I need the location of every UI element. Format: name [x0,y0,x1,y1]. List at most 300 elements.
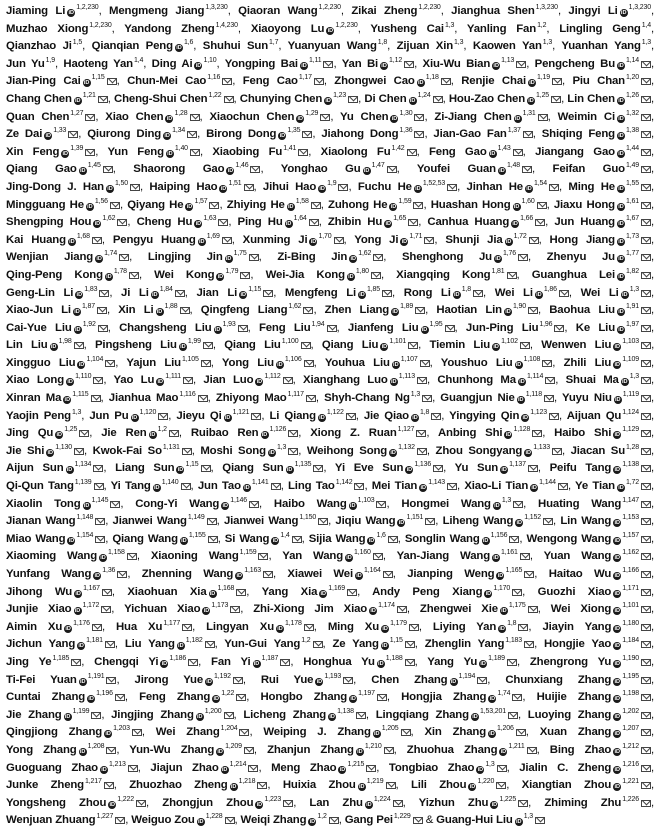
email-icon[interactable] [224,96,234,103]
author-name[interactable]: Jun Tao [197,480,241,493]
email-icon[interactable] [218,219,228,226]
orcid-icon[interactable]: iD [301,62,307,69]
orcid-icon[interactable]: iD [614,590,620,597]
orcid-icon[interactable]: iD [381,62,387,69]
email-icon[interactable] [393,800,403,807]
orcid-icon[interactable]: iD [622,379,628,386]
author-name[interactable]: Qi-Qun Tang [6,480,74,493]
author-name[interactable]: Qiang Wang [112,532,178,545]
email-icon[interactable] [329,817,339,824]
email-icon[interactable] [187,131,197,138]
email-icon[interactable] [238,325,248,332]
author-name[interactable]: Songlin Wang [404,532,480,545]
author-name[interactable]: Zhenglin Yang [424,638,505,651]
orcid-icon[interactable]: iD [74,326,81,333]
email-icon[interactable] [512,589,522,596]
orcid-icon[interactable]: iD [516,520,522,527]
orcid-icon[interactable]: iD [166,115,173,122]
email-icon[interactable] [183,377,193,384]
orcid-icon[interactable]: iD [67,379,73,386]
orcid-icon[interactable]: iD [409,97,416,104]
email-icon[interactable] [240,272,250,279]
email-icon[interactable] [405,659,415,666]
email-icon[interactable] [641,96,651,103]
orcid-icon[interactable]: iD [421,326,428,333]
email-icon[interactable] [507,659,517,666]
orcid-icon[interactable]: iD [227,168,234,175]
orcid-icon[interactable]: iD [381,344,388,351]
email-icon[interactable] [641,61,651,68]
author-name[interactable]: Feifan Guo [552,163,625,176]
email-icon[interactable] [132,729,142,736]
orcid-icon[interactable]: iD [382,643,388,650]
orcid-icon[interactable]: iD [178,643,184,650]
author-name[interactable]: Yong Liu [221,356,274,369]
email-icon[interactable] [119,254,129,261]
orcid-icon[interactable]: iD [358,784,365,791]
orcid-icon[interactable]: iD [499,625,505,632]
orcid-icon[interactable]: iD [83,502,90,509]
email-icon[interactable] [280,659,290,666]
author-name[interactable]: Zi-Bing Jin [277,251,348,264]
author-name[interactable]: Zhongwei Cao [334,75,415,88]
author-name[interactable]: Xiaohuan Xia [127,585,207,598]
author-name[interactable]: Xiaobing Fu [212,145,283,158]
email-icon[interactable] [441,78,451,85]
email-icon[interactable] [477,677,487,684]
author-name[interactable]: Liheng Wang [442,515,514,528]
author-name[interactable]: Jie Shi [6,444,45,457]
orcid-icon[interactable]: iD [319,414,325,421]
author-name[interactable]: Bing Zhao [549,743,612,756]
author-name[interactable]: Jie Ren [101,427,147,440]
email-icon[interactable] [641,254,651,261]
author-name[interactable]: Aimin Xu [6,620,63,633]
author-name[interactable]: Haiping Hao [149,180,218,193]
email-icon[interactable] [543,518,553,525]
author-name[interactable]: Ling Tao [288,480,335,493]
email-icon[interactable] [190,114,200,121]
orcid-icon[interactable]: iD [491,801,498,808]
orcid-icon[interactable]: iD [525,449,531,456]
email-icon[interactable] [239,729,249,736]
author-name[interactable]: Renjie Chai [461,75,526,88]
orcid-icon[interactable]: iD [614,748,620,755]
author-name[interactable]: Mengfeng Li [284,286,357,299]
author-name[interactable]: Qianqian Peng [91,40,173,53]
author-name[interactable]: Chen Zhang [371,673,448,686]
author-name[interactable]: Yu Sun [454,462,499,475]
email-icon[interactable] [641,694,651,701]
email-icon[interactable] [306,395,316,402]
email-icon[interactable] [98,96,108,103]
email-icon[interactable] [115,694,125,701]
email-icon[interactable] [641,114,651,121]
author-name[interactable]: Wei Xiong [550,603,612,616]
author-name[interactable]: Feng Liu [258,321,311,334]
author-name[interactable]: Pengyu Huang [112,233,196,246]
orcid-icon[interactable]: iD [203,608,210,615]
author-name[interactable]: Moshi Song [200,444,266,457]
author-name[interactable]: Huijie Zhang [536,691,612,704]
email-icon[interactable] [407,149,417,156]
author-name[interactable]: Hong Jiang [549,233,615,246]
email-icon[interactable] [377,694,387,701]
orcid-icon[interactable]: iD [495,256,501,263]
email-icon[interactable] [382,290,392,297]
email-icon[interactable] [107,78,117,85]
email-icon[interactable] [409,624,419,631]
email-icon[interactable] [302,131,312,138]
author-name[interactable]: Honghua Yu [303,655,375,668]
author-name[interactable]: Pingsheng Liu [94,339,177,352]
email-icon[interactable] [127,553,137,560]
author-name[interactable]: Jiayin Yang [542,620,612,633]
email-icon[interactable] [225,817,235,824]
orcid-icon[interactable]: iD [225,256,232,263]
email-icon[interactable] [537,202,547,209]
author-name[interactable]: Anbing Shi [437,427,503,440]
orcid-icon[interactable]: iD [100,555,106,562]
author-name[interactable]: Qiang Liu [224,339,281,352]
email-icon[interactable] [298,149,308,156]
email-icon[interactable] [233,677,243,684]
author-name[interactable]: Lingling Geng [559,22,641,35]
email-icon[interactable] [93,465,103,472]
orcid-icon[interactable]: iD [614,713,620,720]
author-name[interactable]: Huashan Hong [430,198,511,211]
email-icon[interactable] [236,589,246,596]
email-icon[interactable] [201,465,211,472]
email-icon[interactable] [334,237,344,244]
author-name[interactable]: Yingying Qin [449,409,520,422]
orcid-icon[interactable]: iD [493,555,499,562]
author-name[interactable]: Shengping Hou [6,216,92,229]
email-icon[interactable] [244,184,254,191]
email-icon[interactable] [405,641,415,648]
email-icon[interactable] [91,395,101,402]
email-icon[interactable] [520,342,530,349]
email-icon[interactable] [313,465,323,472]
email-icon[interactable] [182,624,192,631]
author-name[interactable]: Zhanjun Zhang [267,743,354,756]
email-icon[interactable] [417,377,427,384]
orcid-icon[interactable]: iD [221,766,228,773]
email-icon[interactable] [106,677,116,684]
orcid-icon[interactable]: iD [66,467,73,474]
orcid-icon[interactable]: iD [78,643,84,650]
email-icon[interactable] [105,641,115,648]
email-icon[interactable] [535,817,545,824]
email-icon[interactable] [522,166,532,173]
orcid-icon[interactable]: iD [94,573,101,579]
email-icon[interactable] [433,465,443,472]
author-name[interactable]: Jian-Gao Fan [433,128,507,141]
author-name[interactable]: Jian Luo [203,374,254,387]
orcid-icon[interactable]: iD [286,467,293,474]
email-icon[interactable] [301,342,311,349]
orcid-icon[interactable]: iD [253,660,260,667]
email-icon[interactable] [447,483,457,490]
email-icon[interactable] [414,114,424,121]
author-name[interactable]: Xiaoming Wang [6,550,98,563]
email-icon[interactable] [92,237,102,244]
email-icon[interactable] [641,184,651,191]
author-name[interactable]: Jun Yu [6,57,45,70]
orcid-icon[interactable]: iD [329,713,335,720]
email-icon[interactable] [373,553,383,560]
orcid-icon[interactable]: iD [472,713,478,720]
author-name[interactable]: Jiajun Zhao [150,761,219,774]
email-icon[interactable] [641,342,651,349]
email-icon[interactable] [416,430,426,437]
email-icon[interactable] [641,78,651,85]
author-name[interactable]: Mingguang He [6,198,84,211]
email-icon[interactable] [424,237,434,244]
orcid-icon[interactable]: iD [320,590,327,597]
orcid-icon[interactable]: iD [220,185,227,192]
author-name[interactable]: Haotian Lin [436,304,502,317]
author-name[interactable]: Ze Yang [332,638,379,651]
orcid-icon[interactable]: iD [382,625,388,632]
email-icon[interactable] [538,114,548,121]
orcid-icon[interactable]: iD [390,379,397,386]
orcid-icon[interactable]: iD [261,432,268,439]
author-name[interactable]: Jinhan He [466,180,523,193]
orcid-icon[interactable]: iD [618,203,624,210]
email-icon[interactable] [413,202,423,209]
author-name[interactable]: Cong-Yi Wang [135,497,220,510]
email-icon[interactable] [496,782,506,789]
email-icon[interactable] [414,131,424,138]
email-icon[interactable] [641,430,651,437]
author-name[interactable]: Wei Kong [154,268,215,281]
orcid-icon[interactable]: iD [469,784,476,791]
author-name[interactable]: Ti-Fei Yuan [6,673,77,686]
orcid-icon[interactable]: iD [96,256,102,263]
email-icon[interactable] [224,712,234,719]
author-name[interactable]: Jingyi Li [568,5,618,17]
author-name[interactable]: Xiaoyong Lu [250,22,325,35]
author-name[interactable]: Quan Chen [6,110,70,123]
email-icon[interactable] [371,272,381,279]
author-name[interactable]: Yong Ji [354,233,399,246]
orcid-icon[interactable]: iD [366,801,372,808]
author-name[interactable]: Wenwen Liu [541,339,612,352]
author-name[interactable]: Hongbo Zhang [260,691,348,704]
email-icon[interactable] [201,360,211,367]
author-name[interactable]: Lan Zhu [309,796,363,809]
email-icon[interactable] [516,61,526,68]
email-icon[interactable] [518,254,528,261]
author-name[interactable]: Xiong Z. Ruan [310,427,397,440]
email-icon[interactable] [203,342,213,349]
email-icon[interactable] [641,553,651,560]
author-name[interactable]: Shuhui Sun [202,40,269,53]
orcid-icon[interactable]: iD [87,203,93,210]
author-name[interactable]: Tiemin Liu [429,339,491,352]
author-name[interactable]: Xiangqing Kong [396,268,491,281]
orcid-icon[interactable]: iD [47,449,53,456]
author-name[interactable]: Qiurong Ding [87,128,162,141]
author-name[interactable]: Meng Zhao [271,761,337,774]
email-icon[interactable] [314,78,324,85]
orcid-icon[interactable]: iD [277,625,283,632]
author-name[interactable]: Aijuan Qu [566,409,622,422]
author-name[interactable]: Fan Yi [211,655,251,668]
email-icon[interactable] [102,589,112,596]
author-name[interactable]: Chang Chen [6,92,72,105]
orcid-icon[interactable]: iD [614,784,620,791]
email-icon[interactable] [641,166,651,173]
author-name[interactable]: Zhi-Xiong Jim Xiao [253,603,368,616]
author-name[interactable]: Cuntai Zhang [6,691,86,704]
email-icon[interactable] [158,413,168,420]
email-icon[interactable] [248,765,258,772]
author-name[interactable]: Qianzhao Ji [6,40,72,53]
author-name[interactable]: Qingfeng Liang [200,304,288,317]
orcid-icon[interactable]: iD [514,115,521,122]
email-icon[interactable] [249,501,259,508]
orcid-icon[interactable]: iD [78,361,85,368]
email-icon[interactable] [509,536,519,543]
author-name[interactable]: Lin Liu [6,339,48,352]
email-icon[interactable] [551,96,561,103]
author-name[interactable]: Kai Huang [6,233,66,246]
email-icon[interactable] [97,307,107,314]
author-name[interactable]: Rong Li [403,286,451,299]
email-icon[interactable] [130,184,140,191]
orcid-icon[interactable]: iD [526,185,532,192]
email-icon[interactable] [74,342,84,349]
orcid-icon[interactable]: iD [339,766,346,773]
author-name[interactable]: Wenjuan Zhuang [6,814,96,827]
orcid-icon[interactable]: iD [236,573,242,579]
author-name[interactable]: Haibo Wang [273,497,347,510]
email-icon[interactable] [128,765,138,772]
author-name[interactable]: Jiaxu Hong [553,198,615,211]
orcid-icon[interactable]: iD [614,696,620,703]
author-name[interactable]: Jianping Weng [407,568,495,580]
orcid-icon[interactable]: iD [618,185,624,192]
email-icon[interactable] [68,131,78,138]
email-icon[interactable] [528,606,538,613]
orcid-icon[interactable]: iD [614,467,620,474]
orcid-icon[interactable]: iD [522,414,529,421]
email-icon[interactable] [117,571,127,578]
author-name[interactable]: Hongjie Yao [543,638,612,651]
email-icon[interactable] [641,202,651,209]
author-name[interactable]: Ming Xu [327,620,380,633]
orcid-icon[interactable]: iD [374,731,380,738]
email-icon[interactable] [182,448,192,455]
orcid-icon[interactable]: iD [244,485,250,492]
email-icon[interactable] [222,78,232,85]
author-name[interactable]: Xiangtian Zhou [521,779,612,792]
author-name[interactable]: Junjie Xiao [6,603,72,616]
author-name[interactable]: Yanling Fan [466,22,537,35]
author-name[interactable]: Jianwei Wang [223,515,299,528]
orcid-icon[interactable]: iD [101,766,107,773]
email-icon[interactable] [304,360,314,367]
email-icon[interactable] [283,800,293,807]
author-name[interactable]: Yan-Jiang Wang [396,550,491,563]
author-name[interactable]: Yunfang Wang [6,568,92,580]
author-name[interactable]: Qingjiong Zhang [6,726,103,739]
author-name[interactable]: Jing-Dong J. Han [6,180,104,193]
email-icon[interactable] [346,413,356,420]
orcid-icon[interactable]: iD [614,678,620,685]
author-name[interactable]: Huating Wang [538,497,622,510]
email-icon[interactable] [433,96,443,103]
author-name[interactable]: Guang-Hui Liu [436,814,513,827]
author-name[interactable]: Yichuan Xiao [124,603,201,616]
email-icon[interactable] [549,184,559,191]
orcid-icon[interactable]: iD [56,432,62,439]
author-name[interactable]: Li Qiang [269,409,316,422]
email-icon[interactable] [103,166,113,173]
author-name[interactable]: Wei Zhang [155,726,220,739]
author-name[interactable]: Feng Zhang [139,691,211,704]
email-icon[interactable] [263,571,273,578]
email-icon[interactable] [529,237,539,244]
orcid-icon[interactable]: iD [74,309,80,316]
orcid-icon[interactable]: iD [198,238,205,245]
email-icon[interactable] [507,272,517,279]
orcid-icon[interactable]: iD [618,221,624,228]
orcid-icon[interactable]: iD [350,696,356,703]
author-name[interactable]: Weihong Song [306,444,388,457]
orcid-icon[interactable]: iD [390,449,396,456]
email-icon[interactable] [528,307,538,314]
author-name[interactable]: Xiawei Wei [287,568,353,580]
author-name[interactable]: Yang Yu [427,655,478,668]
email-icon[interactable] [180,307,190,314]
email-icon[interactable] [98,325,108,332]
orcid-icon[interactable]: iD [528,97,534,104]
author-name[interactable]: Jie Qiao [363,409,409,422]
email-icon[interactable] [288,430,298,437]
email-icon[interactable] [544,395,554,402]
email-icon[interactable] [552,78,562,85]
author-name[interactable]: Wei Li [580,286,619,299]
email-icon[interactable] [288,448,298,455]
orcid-icon[interactable]: iD [75,97,81,104]
email-icon[interactable] [408,342,418,349]
orcid-icon[interactable]: iD [505,432,512,439]
orcid-icon[interactable]: iD [83,80,90,87]
orcid-icon[interactable]: iD [391,115,398,122]
email-icon[interactable] [641,659,651,666]
email-icon[interactable] [404,61,414,68]
email-icon[interactable] [535,219,545,226]
author-name[interactable]: Ming He [568,180,615,193]
author-name[interactable]: Jianghua Shen [451,5,535,17]
email-icon[interactable] [518,624,528,631]
author-name[interactable]: Hua Xu [115,620,163,633]
email-icon[interactable] [74,448,84,455]
author-name[interactable]: Lin Wang [560,515,612,528]
orcid-icon[interactable]: iD [62,150,69,157]
author-name[interactable]: Yun Feng [107,145,164,158]
author-name[interactable]: Yongping Bai [224,57,298,70]
author-name[interactable]: Jianhua Mao [108,392,179,405]
email-icon[interactable] [641,589,651,596]
email-icon[interactable] [384,747,394,754]
author-name[interactable]: Xiao Long [6,374,65,387]
author-name[interactable]: Jianwei Wang [112,515,187,528]
author-name[interactable]: Jie Zhang [6,708,62,721]
